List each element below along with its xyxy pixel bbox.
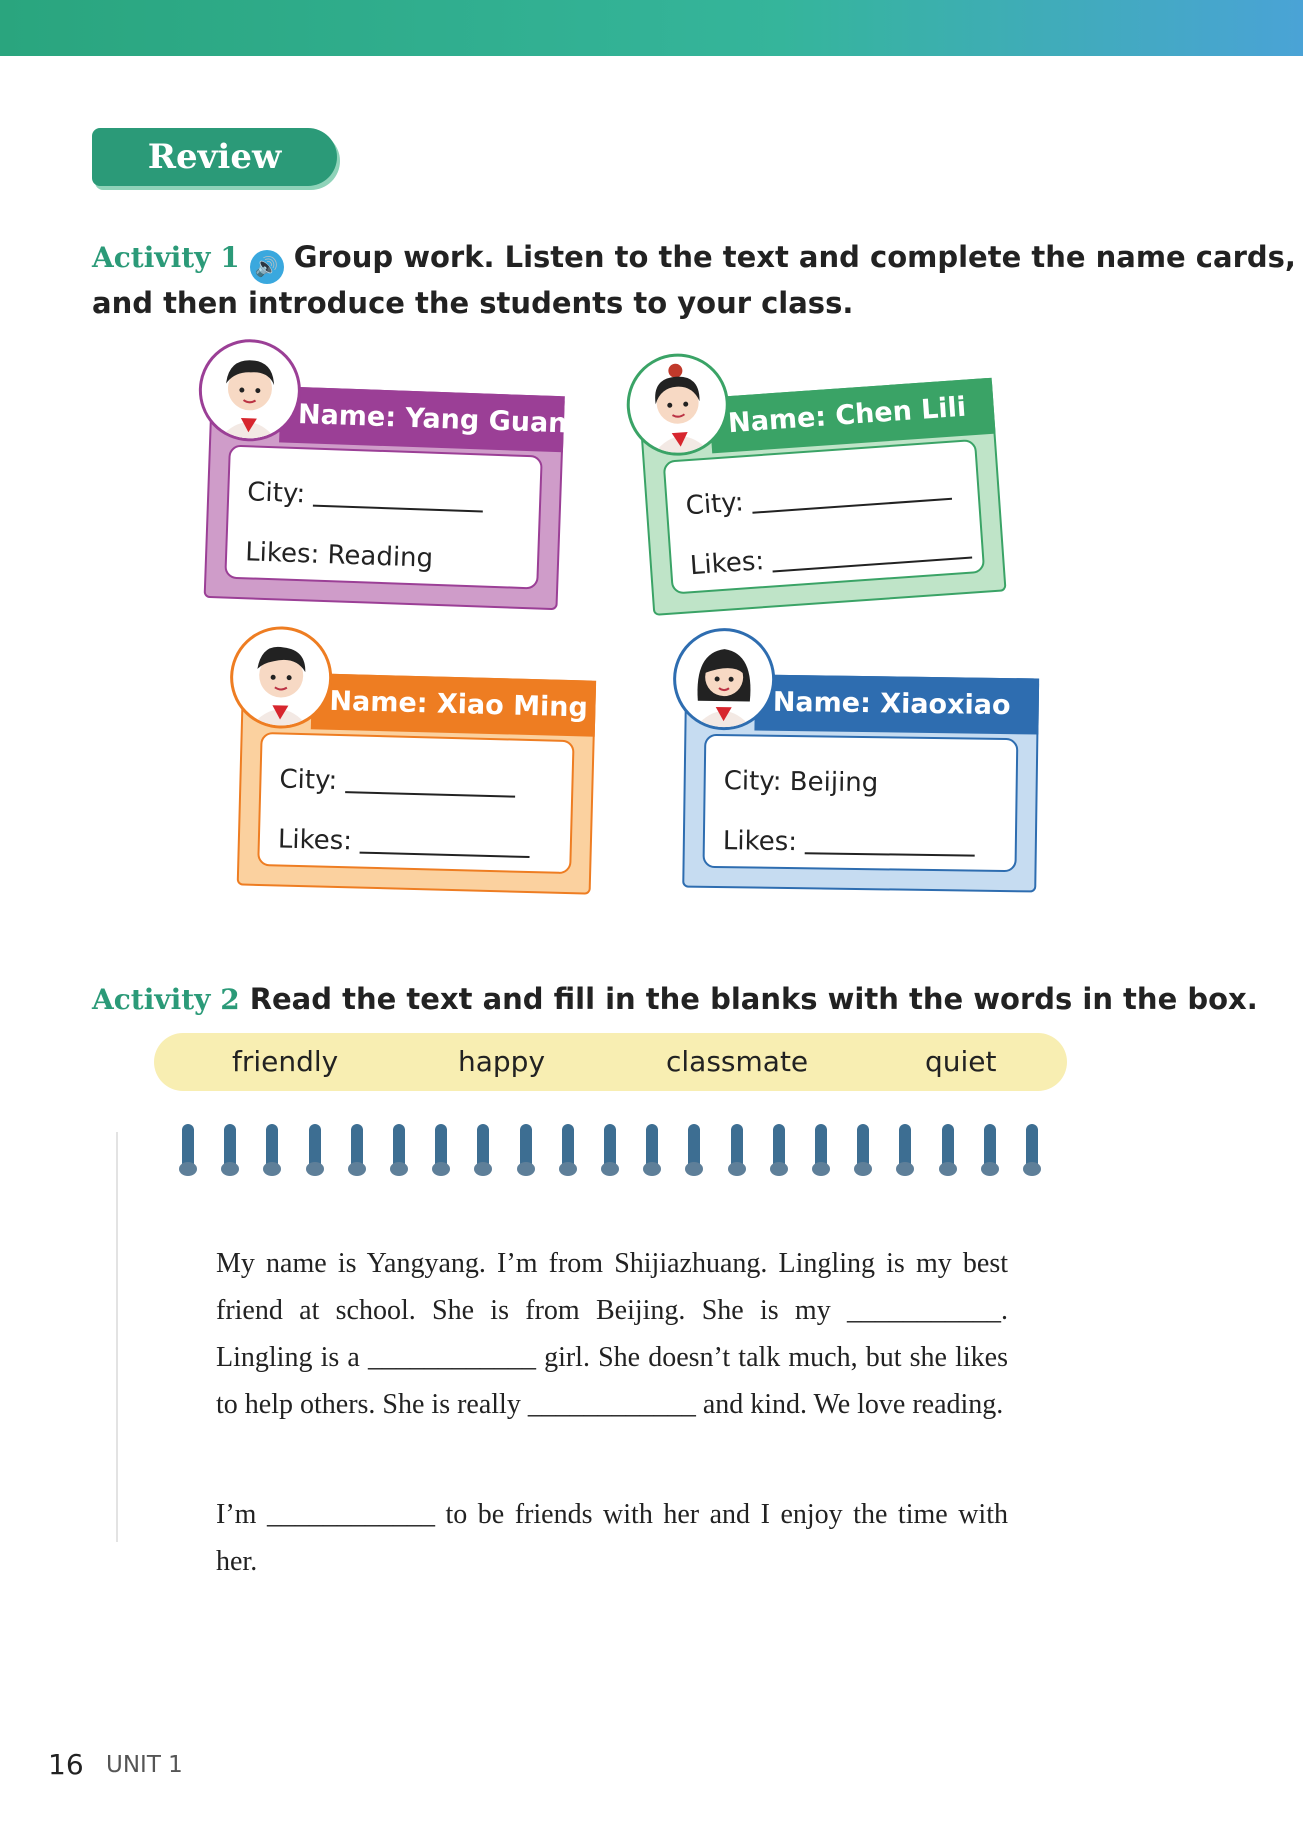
word-option[interactable]: classmate [666, 1045, 809, 1078]
spiral-ring [182, 1124, 194, 1170]
page-number: 16 [48, 1748, 84, 1781]
spiral-ring [899, 1124, 911, 1170]
spiral-ring [984, 1124, 996, 1170]
spiral-ring [731, 1124, 743, 1170]
spiral-ring [815, 1124, 827, 1170]
activity1-instruction-line2: and then introduce the students to your class. [92, 286, 854, 320]
word-option[interactable]: friendly [232, 1045, 339, 1078]
name-card-yang-guang [204, 344, 588, 606]
spiral-ring [435, 1124, 447, 1170]
city-label: City: [723, 766, 782, 797]
card-name-banner: Name: Chen Lili [708, 378, 995, 454]
spiral-ring [942, 1124, 954, 1170]
speaker-icon[interactable]: 🔊 [250, 250, 284, 284]
city-label: City: [246, 477, 306, 510]
spiral-ring [1026, 1124, 1038, 1170]
card-city-line [279, 764, 516, 800]
word-option[interactable]: happy [458, 1045, 546, 1078]
spiral-ring [266, 1124, 278, 1170]
spiral-ring [857, 1124, 869, 1170]
word-box [154, 1033, 1067, 1091]
name-card-xiao-ming [237, 631, 593, 890]
likes-value: Reading [327, 540, 434, 574]
reading-paragraph-2: I’m ____________ to be friends with her and I enjoy the time with her. [216, 1499, 1008, 1577]
spiral-ring [351, 1124, 363, 1170]
card-name-banner: Name: Xiao Ming [311, 673, 596, 736]
reading-paragraph-1: My name is Yangyang. I’m from Shijiazhuang. Lingling is my best friend at school. She is from Beijing. She is my ___________. Lingling is a ____________ girl. She doesn’t talk much, but she likes to help others. She is really ____________ and kind. We love reading. [216, 1248, 1008, 1420]
activity2-instruction: Read the text and fill in the blanks with the words in the box. [249, 982, 1258, 1016]
spiral-ring [646, 1124, 658, 1170]
likes-label: Likes: [244, 537, 320, 570]
spiral-ring [688, 1124, 700, 1170]
spiral-ring [393, 1124, 405, 1170]
review-section-tab: Review [92, 128, 337, 186]
spiral-ring [520, 1124, 532, 1170]
likes-label: Likes: [277, 824, 353, 857]
city-label: City: [684, 487, 745, 522]
activity1-label: Activity 1 [92, 241, 240, 274]
card-likes-line [723, 826, 976, 860]
spiral-ring [309, 1124, 321, 1170]
activity1-title [92, 234, 1296, 284]
activity1-instruction-line1: Group work. Listen to the text and complete the name cards, [293, 240, 1296, 274]
likes-blank[interactable] [805, 830, 975, 856]
spiral-ring [773, 1124, 785, 1170]
likes-label: Likes: [689, 546, 766, 582]
word-option[interactable]: quiet [925, 1045, 997, 1078]
city-blank[interactable] [313, 483, 484, 513]
likes-label: Likes: [722, 826, 798, 858]
card-city-line [723, 766, 878, 798]
unit-label: UNIT 1 [106, 1752, 183, 1778]
top-color-bar [0, 0, 1303, 56]
card-name-banner: Name: Xiaoxiao [754, 675, 1039, 735]
card-name-banner: Name: Yang Guang [279, 386, 565, 452]
city-blank[interactable] [345, 769, 516, 797]
spiral-ring [562, 1124, 574, 1170]
city-label: City: [279, 764, 338, 796]
name-card-xiaoxiao [682, 634, 1035, 889]
likes-blank[interactable] [360, 830, 531, 858]
spiral-ring [224, 1124, 236, 1170]
city-value: Beijing [789, 767, 879, 799]
spiral-ring [604, 1124, 616, 1170]
activity2-label: Activity 2 [92, 983, 240, 1016]
spiral-ring [477, 1124, 489, 1170]
activity2-title [92, 976, 1258, 1023]
name-card-chen-lili [636, 338, 1003, 612]
